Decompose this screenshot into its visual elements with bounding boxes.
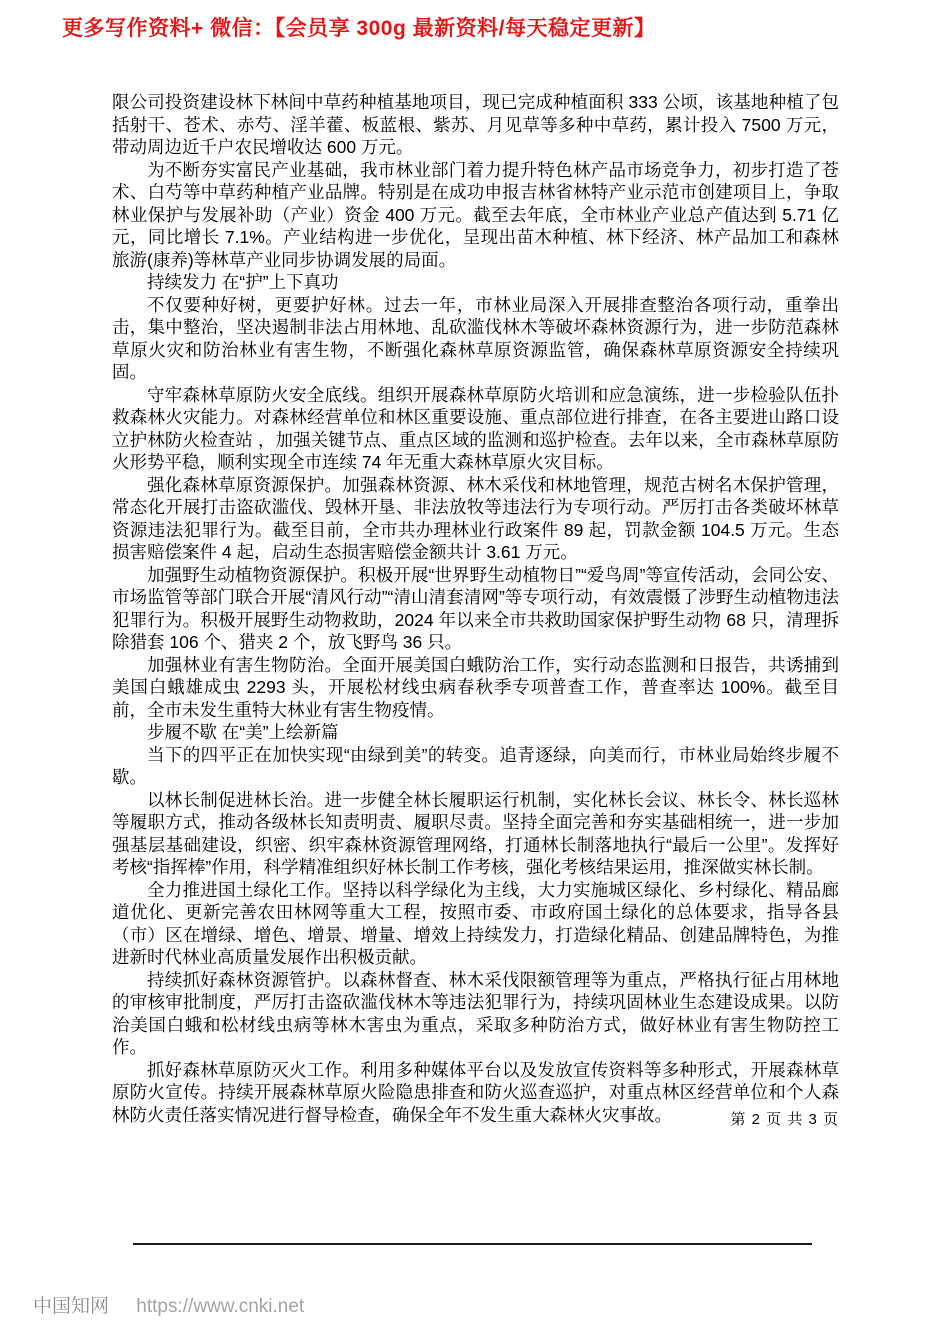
paragraph: 强化森林草原资源保护。加强森林资源、林木采伐和林地管理，规范古树名木保护管理，常态化开展打击盗砍滥伐、毁林开垦、非法放牧等违法行为专项行动。严厉打击各类破坏林草资源违法犯罪行为。截至目前，全市共办理林业行政案件 89 起，罚款金额 104.5 万元。生态损害赔偿案件 4 起，启动生态损害赔偿金额共计 3.61 万元。 [112,474,839,562]
cnki-brand: 中国知网 [33,1296,110,1317]
page-footer [33,1291,304,1318]
page-number: 第 2 页 共 3 页 [730,1111,839,1128]
promo-banner: 更多写作资料+ 微信：【会员享 300g 最新资料/每天稳定更新】 [62,17,656,40]
section-heading: 步履不歇 在“美”上绘新篇 [147,722,339,742]
paragraph: 持续抓好森林资源管护。以森林督查、林木采伐限额管理等为重点，严格执行征占用林地的审核审批制度，严厉打击盗砍滥伐林木等违法犯罪行为，持续巩固林业生态建设成果。以防治美国白蛾和松材线虫病等林木害虫为重点，采取多种防治方式，做好林业有害生物防控工作。 [112,969,839,1057]
paragraph: 以林长制促进林长治。进一步健全林长履职运行机制，实化林长会议、林长令、林长巡林等履职方式，推动各级林长知责明责、履职尽责。坚持全面完善和夯实基础相统一，进一步加强基层基础建设，织密、织牢森林资源管理网络，打通林长制落地执行“最后一公里”。发挥好考核“指挥棒”作用，科学精准组织好林长制工作考核，强化考核结果运用，推深做实林长制。 [112,789,839,877]
paragraph: 加强野生动植物资源保护。积极开展“世界野生动植物日”“爱鸟周”等宣传活动，会同公安、市场监管等部门联合开展“清风行动”“清山清套清网”等专项行动，有效震慑了涉野生动植物违法犯罪行为。积极开展野生动物救助，2024 年以来全市共救助国家保护野生动物 68 只，清理拆除猎套 106 个、猎夹 2 个，放飞野鸟 36 只。 [112,564,839,652]
paragraph: 守牢森林草原防火安全底线。组织开展森林草原防火培训和应急演练，进一步检验队伍扑救森林火灾能力。对森林经营单位和林区重要设施、重点部位进行排查，在各主要进山路口设立护林防火检查站 ，加强关键节点、重点区域的监测和巡护检查。去年以来，全市森林草原防火形势平稳，顺利实现全市连续 74 年无重大森林草原火灾目标。 [112,384,839,472]
paragraph: 加强林业有害生物防治。全面开展美国白蛾防治工作，实行动态监测和日报告，共诱捕到美国白蛾雄成虫 2293 头，开展松材线虫病春秋季专项普查工作，普查率达 100%。截至目前，全市未发生重特大林业有害生物疫情。 [112,654,839,720]
footer-divider [133,1243,812,1245]
paragraph: 全力推进国土绿化工作。坚持以科学绿化为主线，大力实施城区绿化、乡村绿化、精品廊道优化、更新完善农田林网等重大工程，按照市委、市政府国土绿化的总体要求，指导各县（市）区在增绿、增色、增景、增量、增效上持续发力，打造绿化精品、创建品牌特色，为推进新时代林业高质量发展作出积极贡献。 [112,879,839,967]
paragraph: 抓好森林草原防灭火工作。利用多种媒体平台以及发放宣传资料等多种形式，开展森林草原防火宣传。持续开展森林草原火险隐患排查和防火巡查巡护，对重点林区经营单位和个人森林防火责任落实情况进行督导检查，确保全年不发生重大森林火灾事故。 [112,1059,839,1125]
paragraph: 当下的四平正在加快实现“由绿到美”的转变。追青逐绿，向美而行，市林业局始终步履不歇。 [112,744,839,787]
paragraph: 为不断夯实富民产业基础，我市林业部门着力提升特色林产品市场竞争力，初步打造了苍术、白芍等中草药种植产业品牌。特别是在成功申报吉林省林特产业示范市创建项目上，争取林业保护与发展补助（产业）资金 400 万元。截至去年底，全市林业产业总产值达到 5.71 亿元，同比增长 7.1%。产业结构进一步优化，呈现出苗木种植、林下经济、林产品加工和森林旅游(康养)等林草产业同步协调发展的局面。 [112,159,839,270]
section-heading: 持续发力 在“护”上下真功 [147,272,339,292]
cnki-url[interactable]: https://www.cnki.net [136,1296,305,1317]
paragraph: 不仅要种好树，更要护好林。过去一年，市林业局深入开展排查整治各项行动，重拳出击，集中整治，坚决遏制非法占用林地、乱砍滥伐林木等破坏森林资源行为，进一步防范森林草原火灾和防治林业有害生物，不断强化森林草原资源监管，确保森林草原资源安全持续巩固。 [112,294,839,382]
document-body [112,91,839,1126]
paragraph: 限公司投资建设林下林间中草药种植基地项目，现已完成种植面积 333 公顷，该基地种植了包括射干、苍术、赤芍、淫羊藿、板蓝根、紫苏、月见草等多种中草药，累计投入 7500 万元，带动周边近千户农民增收达 600 万元。 [112,92,839,157]
